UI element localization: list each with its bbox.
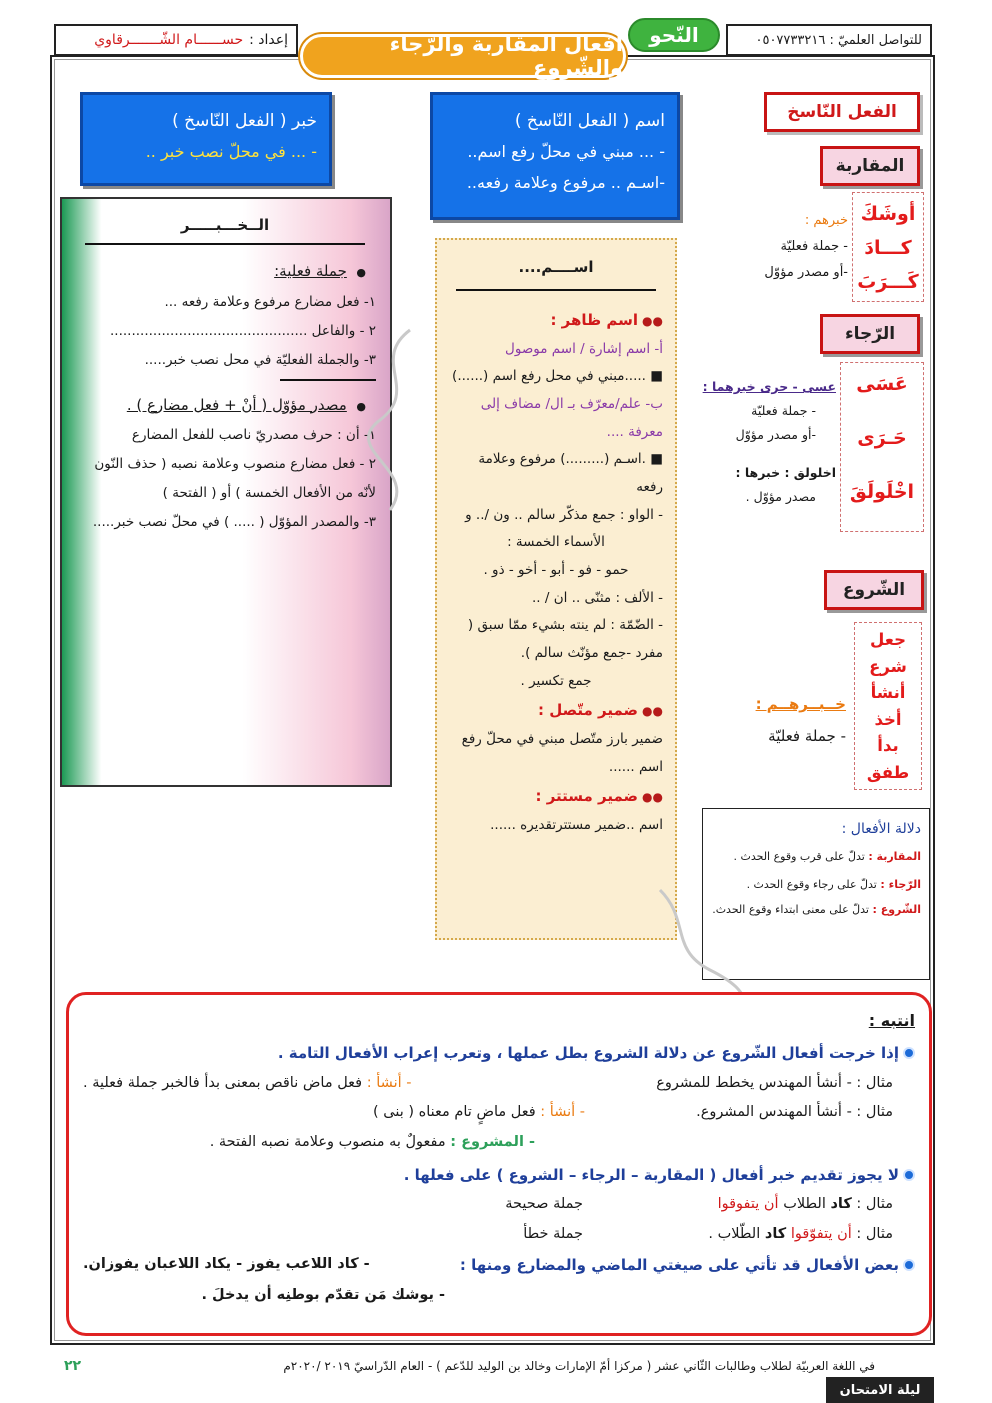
- bullet-icon: [903, 1169, 915, 1181]
- waw-line: - الواو : جمع مذكّر سالم .. ون /.. و: [465, 506, 663, 523]
- asmaa-title: الأسماء الخمسة :: [507, 534, 605, 551]
- tag-rajaa-label: الرّجاء: [844, 324, 896, 344]
- verb-ansha2a: أنشأ: [870, 683, 906, 702]
- verb-akhadha: أخذ: [874, 709, 902, 729]
- dalala-title: دلالة الأفعال :: [841, 821, 921, 837]
- rajaa-khabar-label: عسى - حرى خبرهما :: [702, 379, 836, 394]
- muqaraba-khabar-item-2: -أو مصدر مؤوّل: [764, 265, 848, 280]
- ism-nasikh-box: [430, 92, 680, 220]
- notes-box: [66, 992, 932, 1336]
- muqaraba-verbs: [852, 192, 924, 302]
- verb-karaba: كَـــرَبَ: [857, 271, 919, 293]
- rajaa-khabar-item-1: - جملة فعليّة: [751, 403, 816, 418]
- zahir-b: ب- علم/معرّف بـ ال/ مضاف إلى معرفة ....: [480, 395, 663, 440]
- author-name: حســــــام الشّـــــــرقاوي: [94, 32, 244, 48]
- rajaa-verbs: [840, 362, 924, 532]
- notes-title: انتبه :: [868, 1011, 915, 1030]
- logo-text: ليلة الامتحان: [839, 1382, 921, 1398]
- fi3liya-item-2: ٢ - والفاعل ..............................................: [109, 322, 376, 339]
- contact-box: [726, 24, 932, 56]
- shuruu-khabar-label: خــبــرهــم :: [755, 695, 846, 713]
- note-1-example-a: مثال : - أنشأ المهندس يخطط للمشروع - أنشأ : فعل ماض ناقص بمعنى بدأ فالخبر جملة فعلية .: [83, 1074, 893, 1091]
- ikhlawlaq-label: اخلولق : خبرها :: [735, 465, 836, 480]
- verb-tafiqa: طفق: [866, 762, 910, 782]
- footer-text: في اللغة العربيّة لطلاب وطالبات الثّاني عشر ( مركزا أمّ الإمارات وخالد بن الوليد للدّعم ) - العام الدّراسيّ ٢٠١٩ /٢٠٢٠م: [283, 1359, 875, 1373]
- note-2-example-a: مثال : كاد الطلاب أن يتفوقوا جملة صحيحة: [505, 1196, 893, 1213]
- dalala-item-muqaraba: المقاربة : تدلّ على قرب وقوع الحدث .: [733, 850, 921, 863]
- khabar-box-line: - ... في محلّ نصب خبر ..: [145, 142, 317, 162]
- fi3liya-item-1: ١- فعل مضارع مرفوع وعلامة رفعه ...: [164, 293, 376, 310]
- dalala-item-shuruu: الشّروع : تدلّ على معنى ابتداء وقوع الحدث.: [712, 903, 921, 916]
- shuruu-verbs: [854, 622, 922, 790]
- tag-rajaa: [820, 314, 920, 354]
- footer: [50, 1353, 935, 1379]
- note-3-example-2: - يوشك مَن تقدّم بوطنِه أن يدخلَ .: [201, 1286, 445, 1303]
- fi3liya-title: ● جملة فعلية:: [274, 262, 366, 281]
- ikhlawlaq-item: مصدر مؤوّل .: [745, 489, 816, 504]
- masdar-title: ● مصدر مؤوّل ( أنْ + فعل مضارع ) .: [126, 395, 366, 414]
- asmaa-list: حمو - فو - أبو - أخو - ذو .: [483, 561, 629, 578]
- zahir-a: أ- اسم إشارة / اسم موصول: [505, 340, 663, 357]
- mustatir-title: ●●ضمير مستتر :: [535, 787, 663, 806]
- verb-kada: كـــادَ: [864, 237, 912, 259]
- verb-shara3a: شرع: [869, 656, 907, 676]
- rajaa-khabar: [686, 375, 836, 509]
- khabar-heading-rule: [85, 243, 365, 245]
- ism-box-title: اسم ( الفعل النّاسخ ): [514, 111, 665, 131]
- zahir-a-desc: ■ .....مبني في محل رفع اسم (......): [452, 368, 663, 385]
- main-tag-label: الفعل النّاسخ: [787, 102, 897, 122]
- shuruu-khabar: [706, 688, 846, 752]
- mustatir-desc: اسم ..ضمير مستترتقديره ......: [490, 817, 663, 834]
- muqaraba-khabar: [744, 208, 848, 286]
- verb-ikhlawlaq: اخْلَولَقَ: [849, 481, 915, 503]
- note-2-example-b: مثال : أن يتفوّقوا كاد الطّلاب . جملة خطأ: [523, 1226, 893, 1243]
- rajaa-khabar-item-2: -أو مصدر مؤوّل: [735, 427, 816, 442]
- note-3: بعض الأفعال قد تأتي على صيغتي الماضي والمضارع ومنها : - كاد اللاعب يفوز - يكاد اللاعبان يفوزان.: [83, 1250, 915, 1281]
- khabar-box-title: خبر ( الفعل النّاسخ ): [172, 111, 317, 131]
- ism-detail-box: [435, 238, 677, 940]
- shuruu-khabar-item: - جملة فعليّة: [768, 727, 846, 745]
- tag-muqaraba: [820, 146, 920, 186]
- khabar-nasikh-box: [80, 92, 332, 186]
- muqaraba-khabar-item-1: - جملة فعليّة: [780, 239, 848, 254]
- khabar-detail-box: [60, 197, 392, 787]
- alif-line: - الألف : مثنّى .. ان / ..: [531, 589, 663, 606]
- bullet-icon: [903, 1259, 915, 1271]
- masdar-item-2: ٢ - فعل مضارع منصوب وعلامة نصبه ( حذف النّون لأنّه من الأفعال الخمسة ) أو ( الفتحة ): [94, 455, 376, 501]
- tag-shuruu-label: الشّروع: [842, 580, 906, 600]
- verb-ja3ala: جعل: [870, 630, 906, 649]
- muttasil-title: ●●ضمير متّصل :: [538, 701, 663, 720]
- note-2: لا يجوز تقديم خبر أفعال ( المقاربة – الرجاء – الشروع ) على فعلها .: [83, 1160, 915, 1191]
- khabar-detail-heading: الــخـــبـــــر: [180, 216, 270, 234]
- ism-detail-heading: اســــم....: [518, 258, 594, 276]
- author-label: إعداد :: [249, 32, 288, 48]
- muqaraba-khabar-label: خبرهم :: [804, 213, 848, 228]
- ism-heading-rule: [456, 289, 656, 291]
- fi3liya-item-3: ٣- والجملة الفعليّة في محل نصب خبر.....: [144, 351, 376, 368]
- muttasil-desc: ضمير بارز متّصل مبني في محلّ رفع اسم ......: [461, 730, 663, 775]
- damma-line: - الضّمّة : لم ينته بشيء ممّا سبق ( مفرد -جمع مؤنّث سالم ).: [467, 617, 663, 661]
- zahir-title: ●●اسم ظاهر :: [550, 310, 663, 329]
- page-number: ٢٢: [64, 1358, 82, 1374]
- masdar-item-1: ١- أن : حرف مصدريّ ناصب للفعل المضارع: [131, 426, 376, 443]
- ism-box-line-1: - ... مبني في محلّ رفع اسم..: [467, 142, 665, 162]
- verb-hara: حَـرَى: [857, 427, 907, 449]
- tag-shuruu: [824, 570, 924, 610]
- note-1-example-b: مثال : - أنشأ المهندس المشروع. - أنشأ : فعل ماضٍ تام معناه ( بنى ): [373, 1104, 893, 1121]
- note-1-example-c: - المشروع : مفعولٌ به منصوب وعلامة نصبه الفتحة .: [209, 1133, 535, 1150]
- tag-muqaraba-label: المقاربة: [835, 156, 905, 176]
- dalala-item-rajaa: الرّجاء : تدلّ على رجاء وقوع الحدث .: [746, 877, 921, 891]
- bullet-icon: [903, 1047, 915, 1059]
- masdar-item-3: ٣- والمصدر المؤوّل ( ..... ) في محلّ نصب خبر.....: [92, 513, 376, 530]
- note-1: إذا خرجت أفعال الشّروع عن دلالة الشروع بطل عملها ، وتعرب إعراب الأفعال التامة .: [83, 1038, 915, 1069]
- khabar-mid-rule: [280, 379, 376, 381]
- brand-logo: [826, 1377, 934, 1403]
- verb-bada2a: بدأ: [877, 736, 899, 755]
- contact-text: للتواصل العلميّ : ٠٥٠٧٧٣٣٢١٦: [755, 32, 922, 48]
- author-box: [54, 24, 298, 56]
- zahir-b-desc: ■ .اسـم (.........) مرفوع وعلامة رفعه: [478, 451, 663, 495]
- subject-pill: [628, 18, 720, 52]
- subject-label: النّحو: [649, 23, 699, 47]
- title-pill: [300, 34, 626, 78]
- ism-box-line-2: -اسـم .. مرفوع وعلامة رفعه..: [466, 172, 665, 192]
- verb-awshak: أوشَكَ: [860, 203, 916, 225]
- verb-asa: عَسَى: [856, 373, 908, 395]
- note-3-example-1: - كاد اللاعب يفوز - يكاد اللاعبان يفوزان.: [83, 1255, 370, 1272]
- taksir-line: جمع تكسير .: [520, 672, 592, 689]
- main-tag-fi3l-nasikh: [764, 92, 920, 132]
- page-title: أفعال المقاربة والرّجاء والشّروع: [389, 32, 623, 80]
- dalala-box: [702, 808, 930, 980]
